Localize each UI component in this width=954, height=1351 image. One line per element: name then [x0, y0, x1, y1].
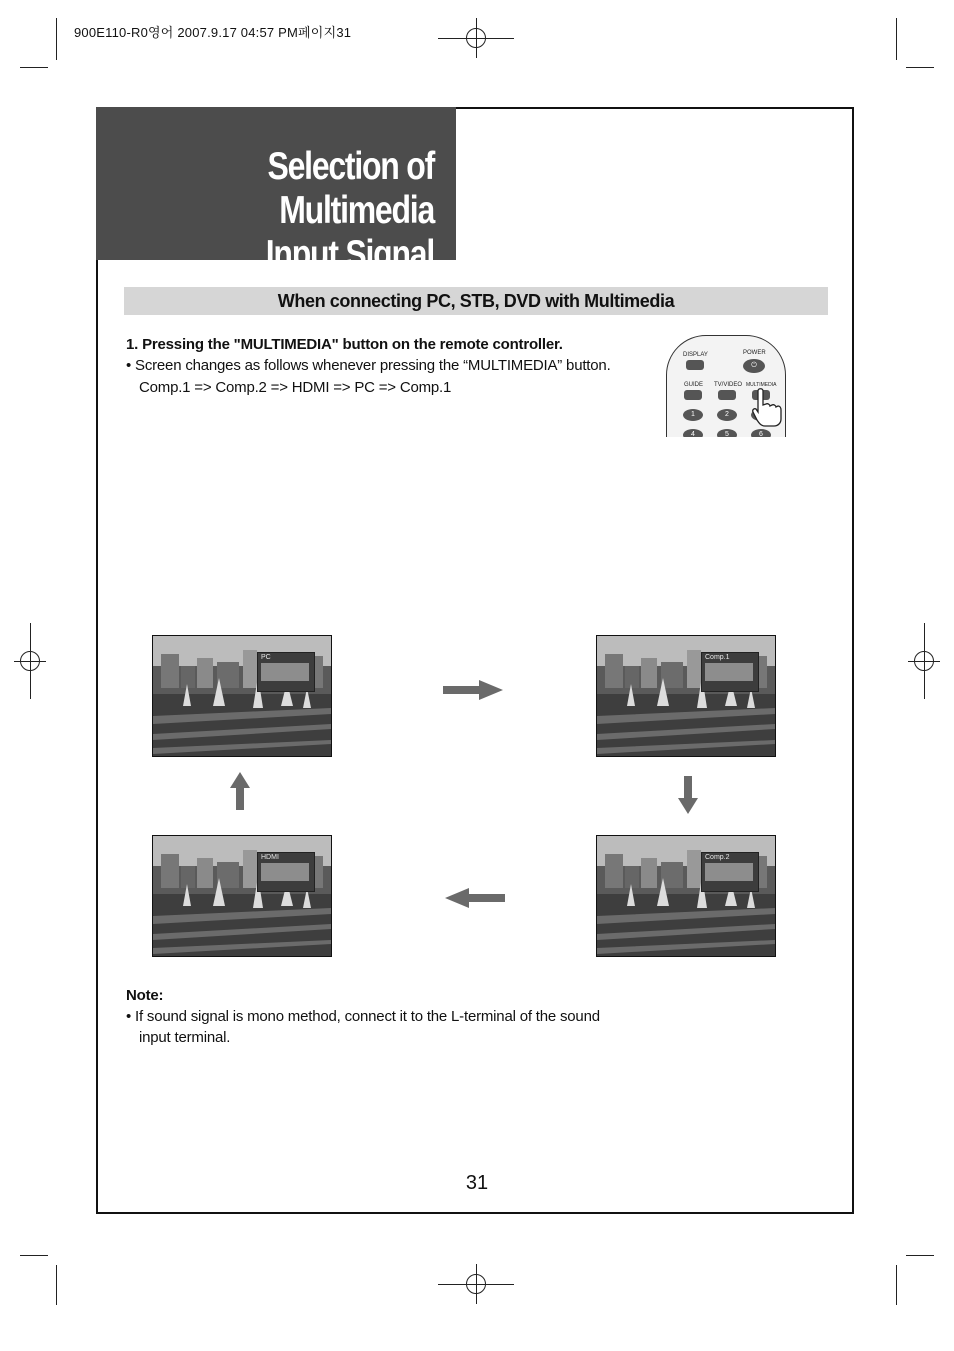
osd-field [261, 663, 309, 681]
note-heading: Note: [126, 987, 164, 1004]
display-label: DISPLAY [683, 352, 708, 358]
osd-field [705, 863, 753, 881]
screen-thumbnail-hdmi [152, 835, 332, 957]
section-title: When connecting PC, STB, DVD with Multimedia [277, 291, 675, 311]
printer-slug: 900E110-R0영어 2007.9.17 04:57 PM페이지31 [74, 25, 352, 40]
power-icon: ⏻ [743, 359, 765, 373]
page-title-line2: Input Signal [265, 233, 434, 276]
multimedia-label: MULTIMEDIA [746, 382, 777, 388]
screen-thumbnail-comp1 [596, 635, 776, 757]
remote-control-illustration [662, 335, 788, 437]
osd-panel [701, 652, 759, 692]
osd-field [261, 863, 309, 881]
arrow-up-icon [230, 772, 250, 810]
osd-panel [257, 652, 315, 692]
number-key: 2 [717, 409, 737, 421]
screen-thumbnail-pc [152, 635, 332, 757]
page-title [157, 145, 434, 277]
osd-panel [257, 852, 315, 892]
step-sequence: Comp.1 => Comp.2 => HDMI => PC => Comp.1 [139, 379, 452, 396]
screen-thumbnail-comp2 [596, 835, 776, 957]
note-continuation: input terminal. [139, 1029, 231, 1046]
osd-source-label: Comp.1 [705, 654, 730, 661]
section-header-bar [124, 287, 828, 315]
title-banner [96, 107, 456, 276]
display-button [686, 360, 704, 370]
step-bullet: • Screen changes as follows whenever pressing the “MULTIMEDIA” button. [126, 357, 611, 374]
osd-source-label: HDMI [261, 854, 279, 861]
step-heading: 1. Pressing the "MULTIMEDIA" button on the remote controller. [126, 336, 563, 353]
arrow-right-icon [443, 680, 503, 700]
power-label: POWER [743, 350, 766, 356]
guide-button [684, 390, 702, 400]
number-key: 4 [683, 429, 703, 437]
guide-label: GUIDE [684, 382, 704, 388]
osd-source-label: PC [261, 654, 271, 661]
number-key: 5 [717, 429, 737, 437]
page-title-line1: Selection of Multimedia [267, 145, 434, 232]
osd-field [705, 663, 753, 681]
arrow-left-icon [445, 888, 505, 908]
arrow-down-icon [678, 776, 698, 814]
number-key: 1 [683, 409, 703, 421]
osd-panel [701, 852, 759, 892]
tv-video-label: TV/VIDEO [714, 382, 743, 388]
note-bullet: • If sound signal is mono method, connect it to the L-terminal of the sound [126, 1008, 600, 1025]
number-key: 6 [751, 429, 771, 437]
page-number: 31 [465, 1172, 489, 1194]
pointing-hand-icon [750, 387, 786, 427]
tv-video-button [718, 390, 736, 400]
osd-source-label: Comp.2 [705, 854, 730, 861]
